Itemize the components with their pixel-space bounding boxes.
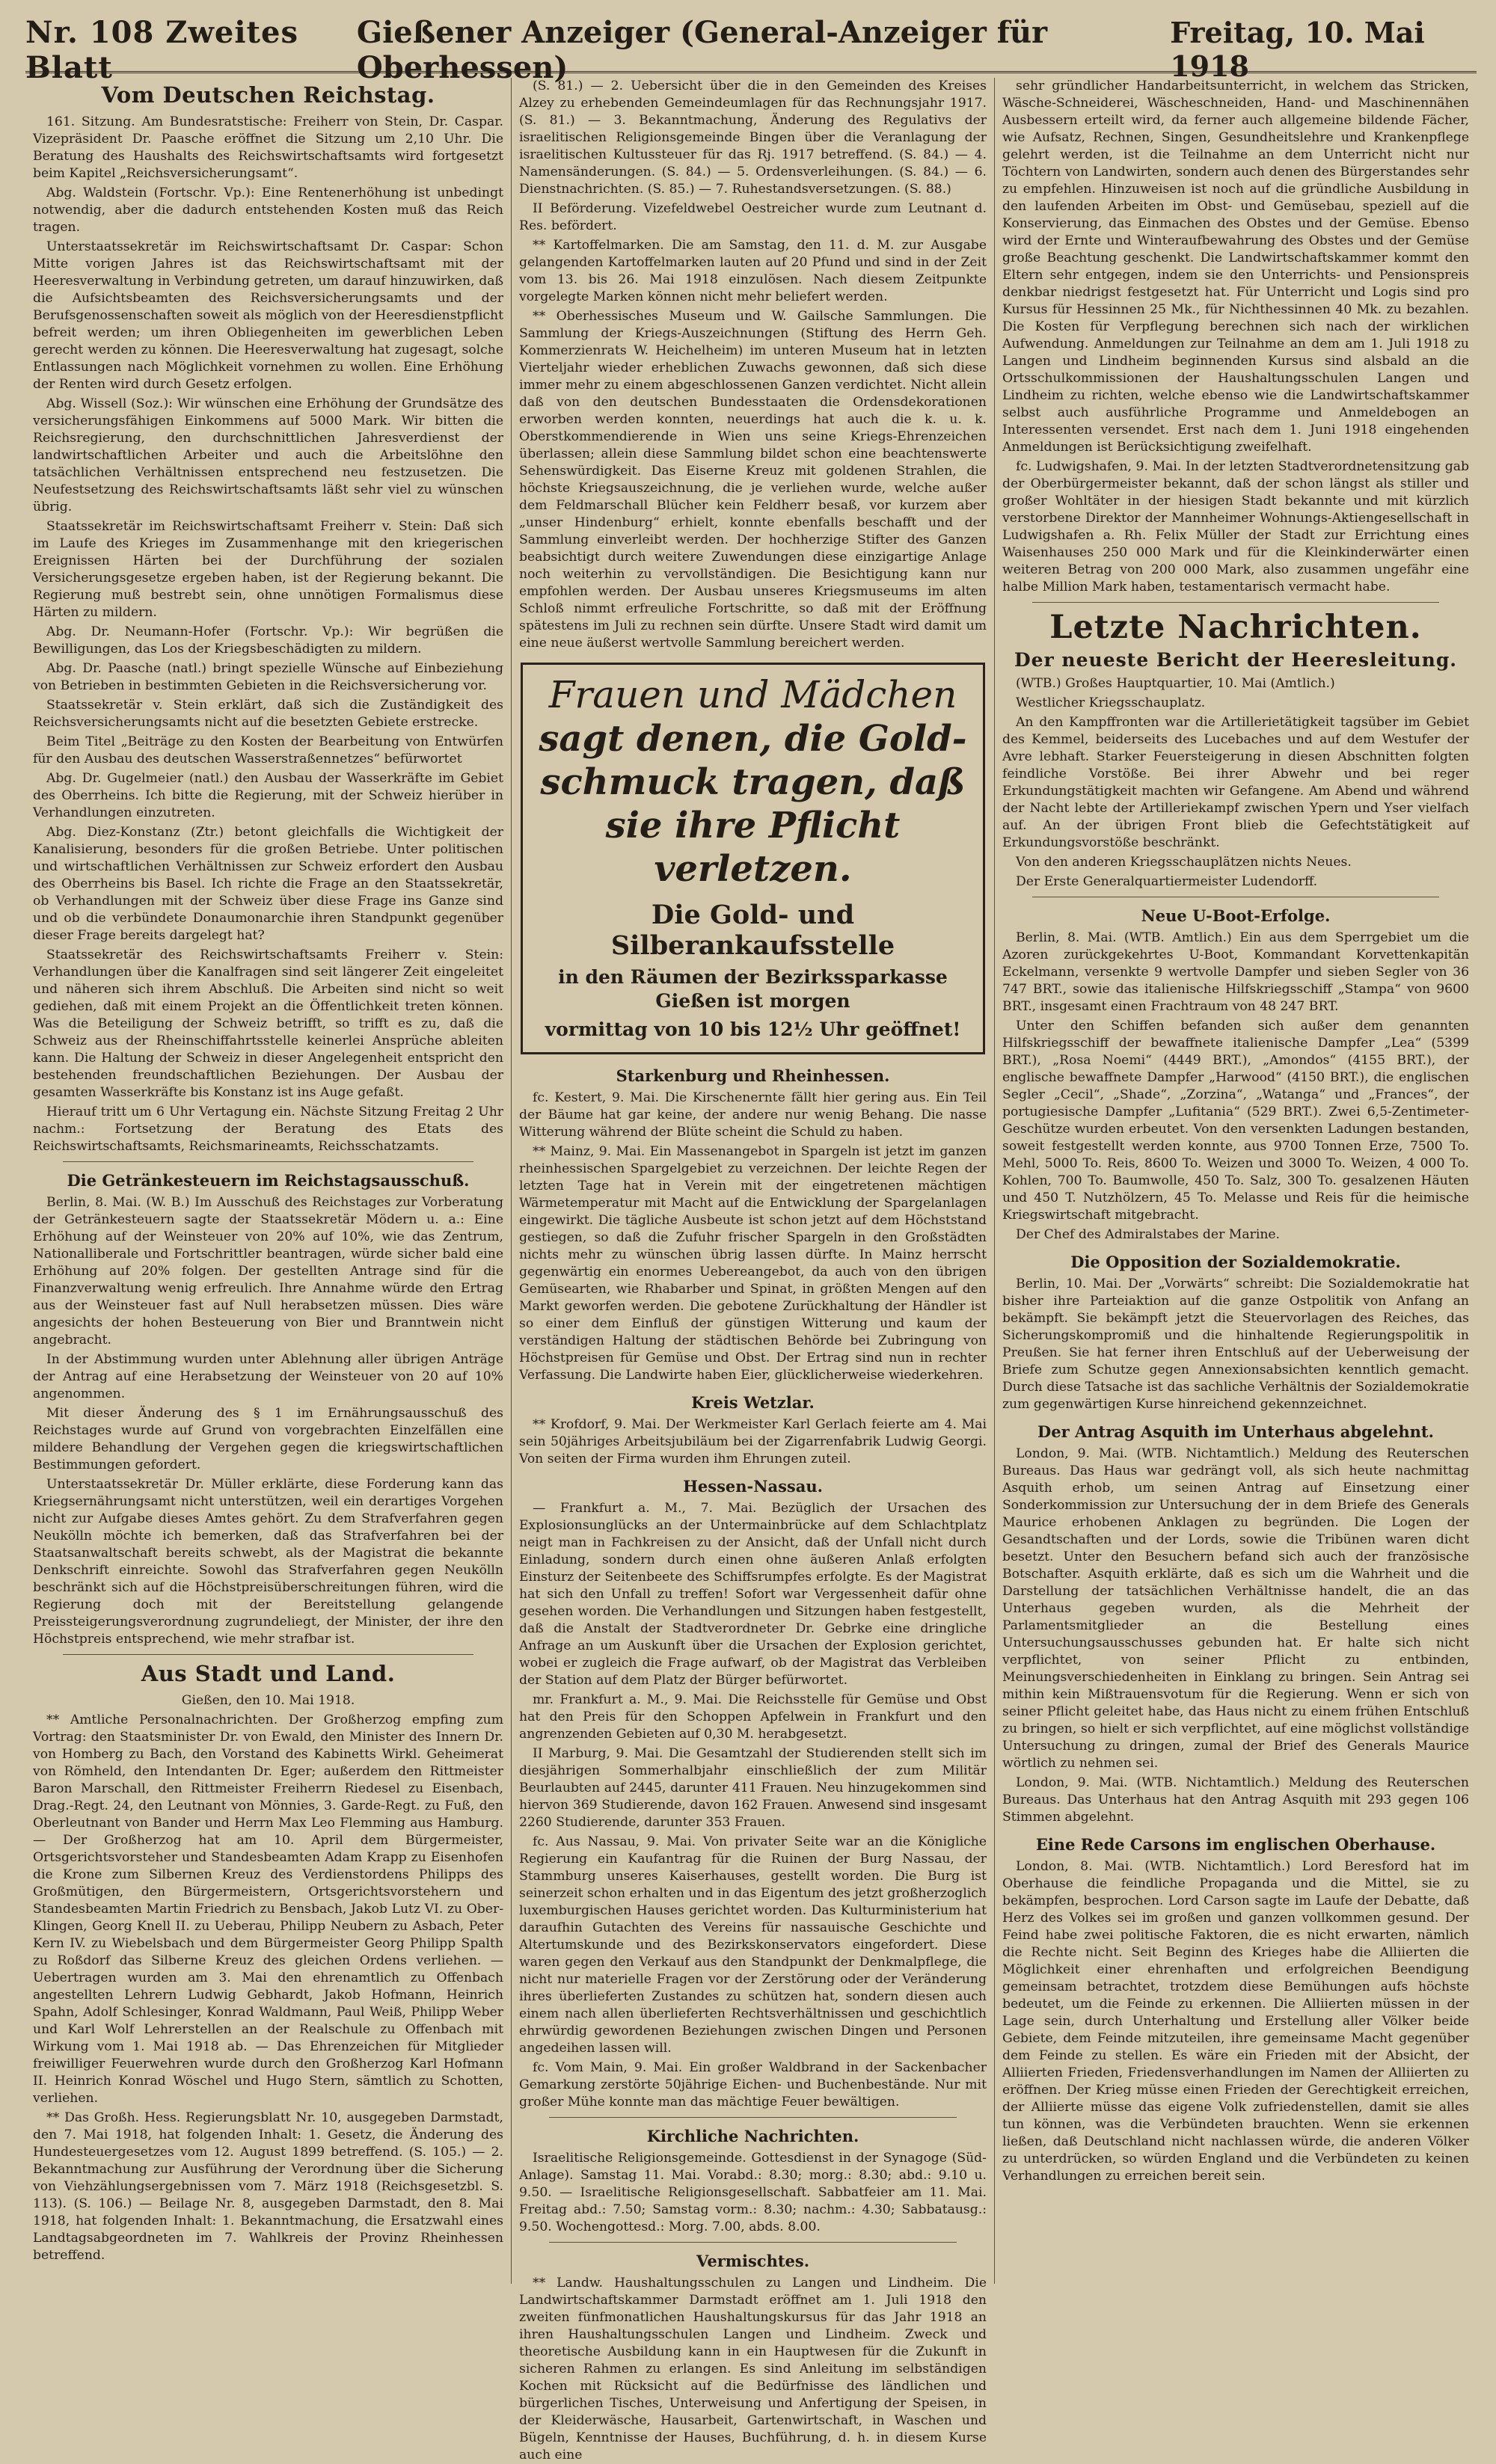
article-paragraph: ** Kartoffelmarken. Die am Samstag, den 11. d. M. zur Ausgabe gelangenden Kartoffelmarken lauten auf 20 Pfund und sind in der Zeit vom 13. bis 26. Mai 1918 einzulösen. Nach diesem Zeitpunkte vorgelegte Marken können nicht mehr beliefert werden. xyxy=(519,238,987,304)
article-paragraph: ** Krofdorf, 9. Mai. Der Werkmeister Karl Gerlach feierte am 4. Mai sein 50jähriges Arbeitsjubiläum bei der Zigarrenfabrik Ludwig Georgi. Von seiten der Firma wurden ihm Ehrungen zuteil. xyxy=(519,1417,987,1466)
article-paragraph: fc. Vom Main, 9. Mai. Ein großer Waldbrand in der Sackenbacher Gemarkung zerstörte 50jährige Eichen- und Buchenbestände. Nur mit großer Mühe konnte man das mächtige Feuer bewältigen. xyxy=(519,2060,987,2110)
article-paragraph: Abg. Diez-Konstanz (Ztr.) betont gleichfalls die Wichtigkeit der Kanalisierung, besonders für die großen Betriebe. Unter politischen und wirtschaftlichen Verhältnissen zur Schweiz erfordert den Ausbau des Oberrheins bis Basel. Ich richte die Frage an den Staatssekretär, ob Verhandlungen mit der Schweiz über diese Frage ins Ganze sind und ob die verbündete Donaumonarchie ihren Standpunkt gegenüber dieser Frage bereits dargelegt hat? xyxy=(33,825,503,943)
article-paragraph: Unterstaatssekretär Dr. Müller erklärte, diese Forderung kann das Kriegsernährungsamt nicht unterstützen, weil ein derartiges Vorgehen nicht zur Aufgabe dieses Amtes gehört. Zu dem Strafverfahren gegen Neukölln möchte ich bemerken, daß das Strafverfahren bei der Staatsanwaltschaft bereits schwebt, als der Magistrat die bekannte Denkschrift einreichte. Sowohl das Strafverfahren gegen Neukölln beschränkt sich auf die Höchstpreisüberschreitungen führen, wird die Regierung doch mit der Bereitstellung gelangende Preissteigerungsverordnung zugrundeliegt, der Minister, der ihre den Höchstpreis entsprechend, wie mehr strafbar ist. xyxy=(33,1477,503,1647)
article-paragraph: Staatssekretär im Reichswirtschaftsamt Freiherr v. Stein: Daß sich im Laufe des Krieges im Zusammenhange mit den kriegerischen Ereignissen Härten bei der Durchführung der sozialen Versicherungsgesetze ergeben haben, ist der Regierung bekannt. Die Regierung muß bestrebt sein, ohne unnötigen Formalismus diese Härten zu mildern. xyxy=(33,519,503,620)
article-paragraph: Westlicher Kriegsschauplatz. xyxy=(1016,695,1206,710)
col3-top-article xyxy=(1002,78,1469,596)
article-paragraph: Berlin, 8. Mai. (WTB. Amtlich.) Ein aus dem Sperrgebiet um die Azoren zurückgekehrtes U-Boot, Kommandant Korvettenkapitän Eckelmann, versenkte 9 wertvolle Dampfer und sieben Segler von 36 747 BRT., sowie das italienische Hilfskriegsschiff „Stampa“ von 9600 BRT., insgesamt einen Frachtraum von 48 247 BRT. xyxy=(1002,930,1469,1014)
ad-line-7: vormittag von 10 bis 12½ Uhr geöffnet! xyxy=(545,1019,961,1040)
article-paragraph: Staatssekretär v. Stein erklärt, daß sich die Zuständigkeit des Reichsversicherungsamts nicht auf die besetzten Gebiete erstrecke. xyxy=(33,698,503,730)
article-paragraph: In der Abstimmung wurden unter Ablehnung aller übrigen Anträge der Antrag auf eine Herabsetzung der Weinsteuer von 20 auf 10% angenommen. xyxy=(33,1352,503,1401)
article-paragraph: — Frankfurt a. M., 7. Mai. Bezüglich der Ursachen des Explosionsunglücks an der Untermainbrücke auf dem Schlachtplatz neigt man in Fachkreisen zu der Ansicht, daß der Unfall nicht durch Einladung, sondern durch einen ohne äußeren Anlaß erfolgten Einsturz der Seitenbeete des Schiffsrumpfes erfolgte. Es der Magistrat hat sich den Unfall zu treffen! Sofort war Vergessenheit dafür ohne gesehen worden. Die Verhandlungen und Sitzungen haben festgestellt, daß die Anstalt der Stadtverordneter Dr. Gebrke eine dringliche Anfrage an um Auskunft über die Ursachen der Explosion gerichtet, wobei er zugleich die Frage aufwarf, ob der Magistrat das Verbleiben der Station auf dem Platz der Bürger befürwortet. xyxy=(519,1501,987,1688)
uboot-headline: Neue U-Boot-Erfolge. xyxy=(1141,906,1331,925)
article-paragraph: fc. Ludwigshafen, 9. Mai. In der letzten Stadtverordnetensitzung gab der Oberbürgermeister bekannt, daß der schon längst als stiller und großer Wohltäter in der hiesigen Stadt bekannte und mit kürzlich verstorbene Direktor der Mannheimer Wohnungs-Aktiengesellschaft in Ludwigshafen a. Rh. Felix Müller der Stadt zur Errichtung eines Waisenhauses 250 000 Mark und für die Kleinkinderwärter einen weiteren Betrag von 200 000 Mark, also zusammen ungefähr eine halbe Million Mark haben, testamentarisch vermacht habe. xyxy=(1002,459,1469,595)
article-paragraph: Staatssekretär des Reichswirtschaftsamts Freiherr v. Stein: Verhandlungen über die Kanalfragen sind seit längerer Zeit eingeleitet und näheren sich ihrem Abschluß. Die Arbeiten sind nicht so weit gediehen, daß mit einem Projekt an die Öffentlichkeit treten können. Was die Beteiligung der Schweiz betrifft, so trifft es zu, daß die Schweiz aus der Rheinschiffahrtsstelle keinerlei Ansprüche ableiten kann. Die Haltung der Schweiz in dieser Angelegenheit entspricht den bestehenden freundschaftlichen Beziehungen. Der Ausbau der gesamten Wasserkräfte bis Konstanz ist ins Auge gefaßt. xyxy=(33,947,503,1100)
article-paragraph: London, 8. Mai. (WTB. Nichtamtlich.) Lord Beresford hat im Oberhause die feindliche Propaganda und die Mittel, sie zu bekämpfen, besprochen. Lord Carson sagte im Laufe der Debatte, daß Herz des Volkes sei im großen und ganzen vollkommen gesund. Der Feind habe zwei politische Faktoren, die es nicht erwarten, nämlich die Rechte nicht. Seit Beginn des Krieges habe die Alliierten die Möglichkeit einer ehrenhaften und erfolgreichen Beendigung gemeinsam betrachtet, trotzdem diese Bemühungen aufs höchste bedeutet, um die Feinde zu erkennen. Die Alliierten müssen in der Lage sein, durch Unterhaltung und Erstellung aller Völker beide Gebiete, dem Feinde mitzuteilen, ihre gemeinsame Macht gegenüber dem Feinde zu stellen. Es wäre ein Frieden mit der Absicht, der Alliierten Frieden, Friedensverhandlungen im Namen der Alliierten zu eröffnen. Der Krieg müsse einen Frieden der Gerechtigkeit erreichen, der Alliierte müsse das eigene Volk zufriedenstellen, damit sie alles tun können, was die Verbündeten brauchten. Wenn sie erkennen ließen, daß Deutschland nicht nachlassen würde, die anderen Völker zu unterdrücken, so würden England und die Verbündeten zu keinen Verhandlungen zu erreichen bereit sein. xyxy=(1002,1859,1469,2184)
ad-line-6: in den Räumen der Bezirkssparkasse Gießen ist morgen xyxy=(558,966,948,1012)
article-paragraph: sehr gründlicher Handarbeitsunterricht, in welchem das Stricken, Wäsche-Schneiderei, Wäscheschneiden, Hand- und Maschinennähen Ausbessern erteilt wird, da ferner auch allgemeine bildende Fächer, wie Aufsatz, Rechnen, Singen, Gesundheitslehre und Krankenpflege gelehrt werden, ist die Teilnahme an dem Unterricht nicht nur Töchtern von Landwirten, sondern auch denen des Bürgerstandes sehr zu empfehlen. Hinzuweisen ist noch auf die gründliche Ausbildung in den laufenden Arbeiten im Obst- und Gemüsebau, speziell auf die Konservierung, das Einmachen des Obstes und der Gemüse. Ebenso wird der Ernte und Winteraufbewahrung des Obstes und der Gemüse große Beachtung geschenkt. Die Landwirtschaftskammer kommt den Eltern sehr entgegen, indem sie den Unterrichts- und Pensionspreis denkbar niedrigst festgesetzt hat. Für Unterricht und Logis sind pro Kursus für Hessinnen 25 Mk., für Nichthessinnen 40 Mk. zu bezahlen. Die Kosten für Verpflegung berechnen sich nach der wirklichen Aufwendung. Anmeldungen zur Teilnahme an dem am 1. Juli 1918 zu Langen und Lindheim beginnenden Kursus sind alsbald an die Ortsschulkommissionen der Haushaltungsschulen Langen und Lindheim zu richten, welche ebenso wie die Landwirtschaftskammer selbst auch ausführliche Programme und Anmeldebogen an Interessenten versendet. Erst nach dem 1. Juni 1918 eingehenden Anmeldungen ist Berücksichtigung zweifelhaft. xyxy=(1002,79,1469,455)
ad-line-1: Frauen und Mädchen xyxy=(548,673,957,716)
letzte-headline: Letzte Nachrichten. xyxy=(1049,609,1422,646)
article-paragraph: ** Das Großh. Hess. Regierungsblatt Nr. 10, ausgegeben Darmstadt, den 7. Mai 1918, hat folgenden Inhalt: 1. Gesetz, die Änderung des Hundesteuergesetzes vom 12. August 1899 betreffend. (S. 105.) — 2. Bekanntmachung zur Ausführung der Verordnung über die Sicherung von Viehzählungsergebnissen vom 7. März 1918 (Reichsgesetzbl. S. 113). (S. 106.) — Beilage Nr. 8, ausgegeben Darmstadt, den 8. Mai 1918, hat folgenden Inhalt: 1. Bekanntmachung, die Ersatzwahl eines Landtagsabgeordneten im 7. Wahlkreis der Provinz Rheinhessen betreffend. xyxy=(33,2110,503,2263)
heeres-headline: Der neueste Bericht der Heeresleitung. xyxy=(1014,649,1458,671)
article-paragraph: fc. Aus Nassau, 9. Mai. Von privater Seite war an die Königliche Regierung ein Kaufantrag für die Ruinen der Burg Nassau, der Stammburg unseres Kaiserhauses, gestellt worden. Die Burg ist seinerzeit schon erhalten und in das Eigentum des jetzt großherzoglich luxemburgischen Hauses gerichtet worden. Das Kulturministerium hat daraufhin Gutachten des Vereins für nassauische Geschichte und Altertumskunde und des Bezirkskonservators eingefordert. Diese waren gegen den Verkauf aus den Standpunkt der Denkmalpflege, die nicht nur materielle Fragen vor der Zerstörung oder der Veränderung ihres überlieferten Zustandes zu schützen hat, sondern diesen auch einem nach allen überlieferten Rechtsverhältnissen und geschichtlich ehrwürdig gewordenen Beziehungen zwischen Dingen und Personen angedeihen lassen will. xyxy=(519,1834,987,2056)
article-paragraph: Hierauf tritt um 6 Uhr Vertagung ein. Nächste Sitzung Freitag 2 Uhr nachm.: Fortsetzung der Beratung des Etats des Reichswirtschaftsamts, Reichsmarineamts, Reichsschatzamts. xyxy=(33,1105,503,1154)
starkenburg-article xyxy=(519,1090,987,1384)
article-paragraph: Der Erste Generalquartiermeister Ludendorff. xyxy=(1016,874,1318,889)
article-paragraph: Berlin, 10. Mai. Der „Vorwärts“ schreibt: Die Sozialdemokratie hat bisher ihre Parteiaktion auf die ganze Ostpolitik von Anfang an bekämpft. Sie bekämpft jetzt die Steuervorlagen des Reiches, das Sicherungskompromiß und die hinhaltende Regierungspolitik in Preußen. Sie hat ferner ihren Entschluß auf der Ueberweisung der Briefe zum Schutze gegen Annexionsabsichten kenntlich gemacht. Durch diese Tatsache ist das sachliche Verhältnis der Sozialdemokratie zum gegenwärtigen Kurse hinreichend gekennzeichnet. xyxy=(1002,1276,1469,1412)
kirche-article xyxy=(519,2150,987,2236)
wetzlar-headline: Kreis Wetzlar. xyxy=(691,1393,815,1412)
article-paragraph: Abg. Waldstein (Fortschr. Vp.): Eine Rentenerhöhung ist unbedingt notwendig, aber die dadurch entstehenden Kosten muß das Reich tragen. xyxy=(33,185,503,235)
article-paragraph: ** Amtliche Personalnachrichten. Der Großherzog empfing zum Vortrag: den Staatsminister Dr. von Ewald, den Minister des Innern Dr. von Homberg zu Bach, den Vorstand des Kabinetts Wirkl. Geheimerat von Römheld, den Intendanten Dr. Eger; außerdem den Rittmeister Baron Marschall, den Rittmeister Freiherrn Riedesel zu Eisenbach, Drag.-Regt. 24, den Leutnant von Mönnies, 3. Garde-Regt. zu Fuß, den Oberleutnant von Bander und Herrn Max Leo Flemming aus Hamburg. — Der Großherzog hat am 10. April dem Bürgermeister, Ortsgerichtsvorsteher und Standesbeamten Adam Krapp zu Eisenhofen die Krone zum Silbernen Kreuz des Verdienstordens Philipps des Großmütigen, den Bürgermeistern, Ortsgerichtsvorstehern und Standesbeamten Martin Friedrich zu Bensbach, Jakob Lutz VI. zu Ober-Klingen, Georg Knell II. zu Ueberau, Philipp Neubern zu Asbach, Peter Kern IV. zu Wiebelsbach und dem Bürgermeister Georg Philipp Spalth zu Roßdorf das Silberne Kreuz des gleichen Ordens verliehen. — Uebertragen wurden am 3. Mai den ehrenamtlich zu Offenbach angestellten Lehrern Ludwig Gebhardt, Jakob Hofmann, Heinrich Spahn, Adolf Schlesinger, Konrad Waldmann, Paul Weiß, Philipp Weber und Karl Wolf Lehrerstellen an der Realschule zu Offenbach mit Wirkung vom 1. Mai 1918 ab. — Das Ehrenzeichen für Mitglieder freiwilliger Feuerwehren wurde durch den Großherzog Karl Hofmann II. Heinrich Konrad Wöschel und Hugo Stern, sämtlich zu Schotten, verliehen. xyxy=(33,1712,503,2106)
stadt-headline: Aus Stadt und Land. xyxy=(141,1661,396,1686)
ad-line-4: sie ihre Pflicht verletzen. xyxy=(605,805,901,890)
kirche-headline: Kirchliche Nachrichten. xyxy=(646,2127,859,2145)
article-paragraph: ** Landw. Haushaltungsschulen zu Langen und Lindheim. Die Landwirtschaftskammer Darmstadt eröffnet am 1. Juli 1918 den zweiten fünfmonatlichen Haushaltungskursus für das Jahr 1918 an ihren Haushaltungsschulen Langen und Lindheim. Zweck und theoretische Ausbildung kann in ein Hauptwesen für die Zukunft in sicheren Rahmen zu erlangen. Es sind Anleitung im selbständigen Kochen mit Rücksicht auf die Bedürfnisse des ländlichen und bürgerlichen Tisches, Unterweisung und Anfertigung der Speisen, in der Kleiderwäsche, Hausarbeit, Gartenwirtschaft, in Waschen und Bügeln, Kenntnisse der Hauses, Buchführung, d. h. in diesem Kurse auch eine xyxy=(519,2276,987,2463)
uboot-article xyxy=(1002,930,1469,1244)
heeres-article xyxy=(1002,675,1469,891)
getraenke-article xyxy=(33,1194,503,1648)
article-paragraph: Unter den Schiffen befanden sich außer dem genannten Hilfskriegsschiff der bewaffnete italienische Dampfer „Lea“ (5399 BRT.), „Rosa Noemi“ (4449 BRT.), „Amondos“ (4155 BRT.), der englische bewaffnete Dampfer „Harwood“ (4150 BRT.), die englischen Segler „Cecil“, „Shade“, „Zorzina“, „Watanga“ und „Frances“, der portugiesische Dampfer „Lufitania“ (529 BRT.). Zwei 6,5-Zentimeter-Geschütze wurden erbeutet. Von den versenkten Ladungen bestanden, soweit festgestellt werden konnte, aus 9700 Tonnen Erze, 7500 To. Mehl, 5000 To. Reis, 8600 To. Weizen und 3000 To. Weizen, 4 000 To. Kohlen, 700 To. Baumwolle, 450 To. Salz, 300 To. gesalzenen Häuten und 450 T. Nutzhölzern, 45 To. Melasse und Reis für die heimische Kriegswirtschaft mitgebracht. xyxy=(1002,1019,1469,1223)
article-paragraph: Von den anderen Kriegsschauplätzen nichts Neues. xyxy=(1016,855,1352,870)
nassau-headline: Hessen-Nassau. xyxy=(683,1477,823,1496)
ad-line-5: Die Gold- und Silberankaufsstelle xyxy=(610,900,895,961)
col2-top-article xyxy=(519,78,987,652)
stadt-dateline: Gießen, den 10. Mai 1918. xyxy=(181,1693,355,1708)
opp-article xyxy=(1002,1276,1469,1413)
reichstag-article xyxy=(33,114,503,1155)
stadt-article xyxy=(33,1712,503,2264)
article-paragraph: An den Kampffronten war die Artillerietätigkeit tagsüber im Gebiet des Kemmel, beiderseits des Lucebaches und auf dem Westufer der Avre lebhaft. Starker Feuersteigerung in diesen Abschnitten folgten feindliche Vorstöße. Bei ihrer Abwehr und bei reger Erkundungstätigkeit machten wir Gefangene. Am Abend und während der Nacht lebte der Artilleriekampf zwischen Ypern und Yser vielfach auf. An der übrigen Front blieb die Gefechtstätigkeit auf Erkundungsvorstöße beschränkt. xyxy=(1002,715,1469,850)
newspaper-title: Gießener Anzeiger (General-Anzeiger für Oberhessen) xyxy=(356,15,1048,85)
asquith-article xyxy=(1002,1445,1469,1826)
issue-number: Nr. 108 Zweites Blatt xyxy=(25,15,298,85)
columns xyxy=(25,78,1477,2463)
article-paragraph: London, 9. Mai. (WTB. Nichtamtlich.) Meldung des Reuterschen Bureaus. Das Unterhaus hat den Antrag Asquith mit 293 gegen 106 Stimmen abgelehnt. xyxy=(1002,1775,1469,1825)
verm-headline: Vermischtes. xyxy=(696,2252,810,2270)
article-paragraph: Abg. Wissell (Soz.): Wir wünschen eine Erhöhung der Grundsätze des versicherungsfähigen Einkommens auf 5000 Mark. Wir bitten die Reichsregierung, den durchschnittlichen Jahresverdienst der landwirtschaftlichen Arbeiter und auch die Arbeitslöhne den tatsächlichen Verhältnissen entsprechend neu festzusetzen. Die Neufestsetzung des Reichswirtschaftsamts läßt sehr viel zu wünschen übrig. xyxy=(33,396,503,514)
article-paragraph: (WTB.) Großes Hauptquartier, 10. Mai (Amtlich.) xyxy=(1016,676,1335,691)
carson-article xyxy=(1002,1858,1469,2185)
article-paragraph: mr. Frankfurt a. M., 9. Mai. Die Reichsstelle für Gemüse und Obst hat den Preis für den Schoppen Apfelwein in Frankfurt und den angrenzenden Gebieten auf 0,30 M. herabgesetzt. xyxy=(519,1692,987,1742)
article-paragraph: Der Chef des Admiralstabes der Marine. xyxy=(1016,1227,1281,1242)
ad-line-2: sagt denen, die Gold- xyxy=(539,718,967,760)
reichstag-headline: Vom Deutschen Reichstag. xyxy=(101,82,435,108)
issue-date: Freitag, 10. Mai 1918 xyxy=(1170,16,1425,83)
article-paragraph: ** Mainz, 9. Mai. Ein Massenangebot in Spargeln ist jetzt im ganzen rheinhessischen Spargelgebiet zu verzeichnen. Der leichte Regen der letzten Tage hat in Verein mit der eingetretenen mächtigen Wärmetemperatur mit Macht auf die Entwicklung der Spargelanlagen eingewirkt. Die tägliche Ausbeute ist schon jetzt auf dem Höchststand gestiegen, so daß die Zufuhr frischer Spargeln in den Großstädten nichts mehr zu wünschen übrig lassen dürfte. In Mainz herrscht gegenwärtig ein enormes Uebereangebot, da auch von den übrigen Gemüsearten, wie Rhabarber und Spinat, in größten Mengen auf den Markt geworfen werden. Die gebotene Zurückhaltung der Händler ist so einer dem Einfluß der günstigen Witterung und kaum der verständigen Haltung der städtischen Behörde bei Zubringung von Höchstpreisen für Gemüse und Obst. Der Ertrag sind nun in rechter Verfassung. Die Landwirte haben Eier, glücklicherweise wiederkehren. xyxy=(519,1144,987,1383)
wetzlar-article xyxy=(519,1416,987,1468)
article-paragraph: ** Oberhessisches Museum und W. Gailsche Sammlungen. Die Sammlung der Kriegs-Auszeichnungen (Stiftung des Herrn Geh. Kommerzienrats W. Heichelheim) im unteren Museum hat in letzten Vierteljahr wieder erheblichen Zuwachs gewonnen, daß sich diese immer mehr zu einem abgeschlossenen Ganzen verdichtet. Nicht allein daß von den deutschen Bundesstaaten die Ordensdekorationen erworben werden konnten, neuerdings hat auch die k. u. k. Oberstkommendierende in Wien uns seine Kriegs-Ehrenzeichen überlassen; allein diese Sammlung bildet schon eine beachtenswerte Sehenswürdigkeit. Das Eiserne Kreuz mit goldenen Strahlen, die höchste Kriegsauszeichnung, die je verliehen wurde, welche außer dem Feldmarschall Blücher kein Feldherr besaß, vor kurzem aber „unser Hindenburg“ erhielt, konnte ebenfalls beschafft und der Sammlung einverleibt werden. Der hochherzige Stifter des Ganzen beabsichtigt durch weitere Zuwendungen diese einzigartige Anlage noch weiterhin zu vervollständigen. Die Besichtigung kann nur empfohlen werden. Der Ausbau unseres Kriegsmuseums im alten Schloß nimmt erfreuliche Fortschritte, so daß mit der Eröffnung spätestens im Juli zu rechnen sein dürfte. Unsere Stadt wird damit um eine neue äußerst wertvolle Sammlung bereichert werden. xyxy=(519,309,987,651)
getraenke-headline: Die Getränkesteuern im Reichstagsausschuß. xyxy=(67,1171,470,1190)
column-2 xyxy=(512,78,995,2463)
verm-article xyxy=(519,2275,987,2464)
article-paragraph: Mit dieser Änderung des § 1 im Ernährungsausschuß des Reichstages wurde auf Grund von vorgebrachten Einzelfällen eine mildere Behandlung der Vergehen gegen die kriegswirtschaftlichen Bestimmungen gefordert. xyxy=(33,1406,503,1472)
article-paragraph: fc. Kestert, 9. Mai. Die Kirschenernte fällt hier gering aus. Ein Teil der Bäume hat gar keine, der andere nur wenig Behang. Die nasse Witterung während der Blüte scheint die Schuld zu haben. xyxy=(519,1090,987,1140)
article-paragraph: (S. 81.) — 2. Uebersicht über die in den Gemeinden des Kreises Alzey zu erhebenden Gemeindeumlagen für das Rechnungsjahr 1917. (S. 81.) — 3. Bekanntmachung, Änderung des Regulativs der israelitischen Religionsgemeinde Bingen über die Veranlagung der israelitischen Kultussteuer für das Rj. 1917 betreffend. (S. 84.) — 4. Namensänderungen. (S. 84.) — 5. Ordensverleihungen. (S. 84.) — 6. Dienstnachrichten. (S. 85.) — 7. Ruhestandsversetzungen. (S. 88.) xyxy=(519,79,987,197)
masthead xyxy=(25,15,1477,85)
ad-line-3: schmuck tragen, daß xyxy=(540,761,966,803)
article-paragraph: Abg. Dr. Paasche (natl.) bringt spezielle Wünsche auf Einbeziehung von Betrieben in bestimmten Gebieten in die Reichsversicherung vor. xyxy=(33,661,503,693)
article-paragraph: Abg. Dr. Neumann-Hofer (Fortschr. Vp.): Wir begrüßen die Bewilligungen, das Los der Kriegsbeschädigten zu mildern. xyxy=(33,624,503,657)
article-paragraph: Israelitische Religionsgemeinde. Gottesdienst in der Synagoge (Süd-Anlage). Samstag 11. Mai. Vorabd.: 8.30; morg.: 8.30; abd.: 9.10 u. 9.50. — Israelitische Religionsgesellschaft. Sabbatfeier am 11. Mai. Freitag abd.: 7.50; Samstag vorm.: 8.30; nachm.: 4.30; Sabbatausg.: 9.50. Wochengottesd.: Morg. 7.00, abds. 8.00. xyxy=(519,2151,987,2234)
article-paragraph: Abg. Dr. Gugelmeier (natl.) den Ausbau der Wasserkräfte im Gebiet des Oberrheins. Ich bitte die Regierung, mit der Schweiz hierüber in Verhandlungen einzutreten. xyxy=(33,771,503,820)
article-paragraph: Unterstaatssekretär im Reichswirtschaftsamt Dr. Caspar: Schon Mitte vorigen Jahres ist das Reichswirtschaftsamt mit der Heeresverwaltung in Verbindung getreten, um darauf hinzuwirken, daß die Aufsichtsbeamten des Reichsversicherungsamts und der Berufsgenossenschaften soweit als möglich von der Heeresdienstpflicht befreit werden; um ihren Obliegenheiten im gewerblichen Leben gerecht werden zu können. Die Heeresverwaltung hat zugesagt, solche Entlassungen nach Möglichkeit vornehmen zu wollen. Eine Erhöhung der Renten wird durch Gesetz erfolgen. xyxy=(33,239,503,392)
nassau-article xyxy=(519,1500,987,2111)
column-1 xyxy=(25,78,512,2284)
carson-headline: Eine Rede Carsons im englischen Oberhause. xyxy=(1035,1835,1436,1854)
column-3 xyxy=(995,78,1477,2284)
article-paragraph: London, 9. Mai. (WTB. Nichtamtlich.) Meldung des Reuterschen Bureaus. Das Haus war gedrängt voll, als sich heute nachmittag Asquith erhob, um seinen Antrag auf Einsetzung einer Sonderkommission zur Untersuchung der in dem Briefe des Generals Maurice erhobenen Anklagen zu begründen. Die Logen der Gesandtschaften und der Lords, sowie die Tribünen waren dicht besetzt. Unter den Besuchern befand sich auch der französische Botschafter. Asquith erklärte, daß es sich um die Wahrheit und die Darstellung der tatsächlichen Verhältnisse handelt, die an das Unterhaus gegeben wurden, als die Mehrheit der Parlamentsmitglieder an die Bestellung eines Untersuchungsausschusses gebunden hat. Er halte sich nicht verpflichtet, von seiner Pflicht zu entbinden, Meinungsverschiedenheiten in Einklang zu bringen. Sein Antrag sei mithin kein Mißtrauensvotum für die Regierung. Wenn er sich von seiner Pflicht geleitet habe, das Haus nicht zu einem frühen Entschluß zu bringen, so hielt er sich verpflichtet, auf eine möglichst vollständige Untersuchung zu dringen, zumal der Brief des Generals Maurice wörtlich zu nehmen sei. xyxy=(1002,1446,1469,1771)
article-paragraph: II Beförderung. Vizefeldwebel Oestreicher wurde zum Leutnant d. Res. befördert. xyxy=(519,201,987,233)
asquith-headline: Der Antrag Asquith im Unterhaus abgelehnt. xyxy=(1037,1422,1434,1441)
starkenburg-headline: Starkenburg und Rheinhessen. xyxy=(616,1066,890,1085)
article-paragraph: II Marburg, 9. Mai. Die Gesamtzahl der Studierenden stellt sich im diesjährigen Sommerhalbjahr einschließlich der zum Militär Beurlaubten auf 2445, darunter 411 Frauen. Neu hinzugekommen sind hiervon 369 Studierende, davon 162 Frauen. Anwesend sind insgesamt 2260 Studierende, darunter 353 Frauen. xyxy=(519,1746,987,1830)
opp-headline: Die Opposition der Sozialdemokratie. xyxy=(1070,1253,1401,1271)
article-paragraph: 161. Sitzung. Am Bundesratstische: Freiherr von Stein, Dr. Caspar. Vizepräsident Dr. Paasche eröffnet die Sitzung um 2,10 Uhr. Die Beratung des Haushalts des Reichswirtschaftsamts wird fortgesetzt beim Kapitel „Reichsversicherungsamt“. xyxy=(33,114,503,181)
article-paragraph: Beim Titel „Beiträge zu den Kosten der Bearbeitung von Entwürfen für den Ausbau des deutschen Wasserstraßennetzes“ befürwortet xyxy=(33,734,503,766)
article-paragraph: Berlin, 8. Mai. (W. B.) Im Ausschuß des Reichstages zur Vorberatung der Getränkesteuern sagte der Staatssekretär Mödern u. a.: Eine Erhöhung auf der Weinsteuer von 20% auf 10%, wie das Zentrum, Nationalliberale und Fortschrittler beantragen, würde sicher bald eine Erhöhung auf 20% folgen. Der gestellten Antrage sind für die Finanzverwaltung wenig erfreulich. Ihre Annahme würde den Ertrag aus der Weinsteuer fast auf Null herabsetzen müssen. Dies wäre angesichts der hohen Besteuerung von Bier und Branntwein nicht angebracht. xyxy=(33,1195,503,1348)
gold-advertisement xyxy=(521,663,985,1054)
